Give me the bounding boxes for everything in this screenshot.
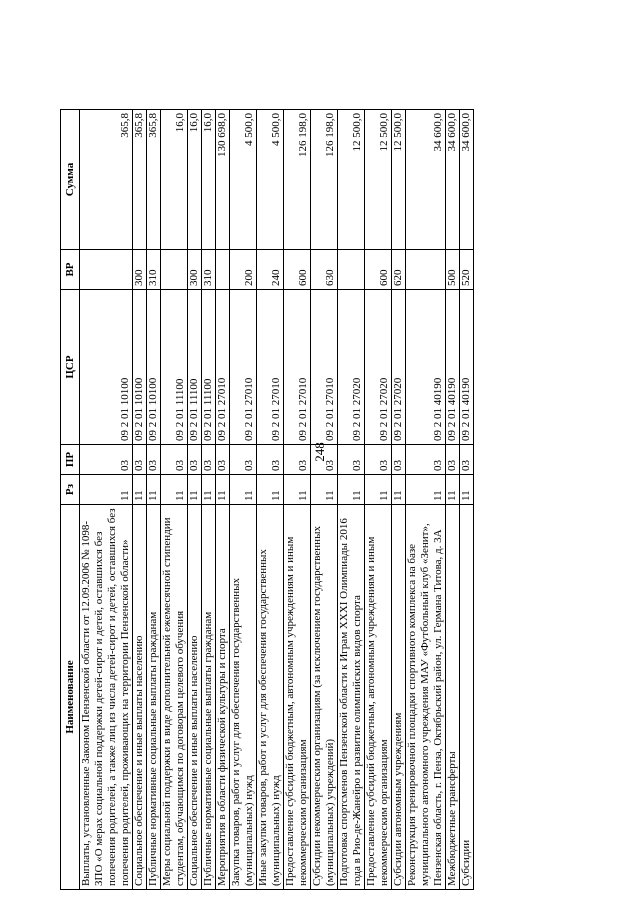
table-row bbox=[257, 110, 284, 890]
row-pr: 03 bbox=[188, 445, 202, 475]
table-row bbox=[80, 110, 133, 890]
row-pr: 03 bbox=[147, 445, 161, 475]
row-name: Меры социальной поддержки в виде дополнительной ежемесячной стипендии студентам, обучающимся по договорам целевого обучения bbox=[161, 505, 188, 890]
row-pr: 03 bbox=[392, 445, 406, 475]
row-csr: 09 2 01 11100 bbox=[202, 290, 216, 445]
row-vr: 310 bbox=[202, 250, 216, 290]
row-sum: 12 500,0 bbox=[392, 110, 406, 250]
header-name: Наименование bbox=[61, 505, 80, 890]
row-sum: 130 698,0 bbox=[216, 110, 230, 250]
table-row bbox=[392, 110, 406, 890]
row-vr: 300 bbox=[133, 250, 147, 290]
row-vr: 520 bbox=[460, 250, 474, 290]
row-rz: 11 bbox=[460, 475, 474, 505]
row-sum: 16,0 bbox=[202, 110, 216, 250]
row-sum: 126 198,0 bbox=[284, 110, 311, 250]
row-pr: 03 bbox=[80, 445, 133, 475]
row-pr: 03 bbox=[202, 445, 216, 475]
row-vr: 240 bbox=[257, 250, 284, 290]
row-pr: 03 bbox=[216, 445, 230, 475]
row-sum: 4 500,0 bbox=[257, 110, 284, 250]
table-row bbox=[446, 110, 460, 890]
table-row bbox=[230, 110, 257, 890]
row-pr: 03 bbox=[133, 445, 147, 475]
row-csr: 09 2 01 27010 bbox=[216, 290, 230, 445]
row-csr: 09 2 01 27020 bbox=[338, 290, 365, 445]
row-name: Мероприятия в области физической культуры и спорта bbox=[216, 505, 230, 890]
row-rz: 11 bbox=[392, 475, 406, 505]
row-sum: 365,8 bbox=[80, 110, 133, 250]
row-rz: 11 bbox=[202, 475, 216, 505]
table-row bbox=[365, 110, 392, 890]
row-csr: 09 2 01 11100 bbox=[188, 290, 202, 445]
row-rz: 11 bbox=[365, 475, 392, 505]
table-row bbox=[311, 110, 338, 890]
row-rz: 11 bbox=[446, 475, 460, 505]
row-vr: 200 bbox=[230, 250, 257, 290]
row-csr: 09 2 01 27010 bbox=[257, 290, 284, 445]
table-row bbox=[406, 110, 446, 890]
row-csr: 09 2 01 27010 bbox=[230, 290, 257, 445]
row-name: Публичные нормативные социальные выплаты гражданам bbox=[202, 505, 216, 890]
row-rz: 11 bbox=[133, 475, 147, 505]
row-sum: 365,8 bbox=[147, 110, 161, 250]
row-rz: 11 bbox=[338, 475, 365, 505]
row-name: Реконструкция тренировочной площадки спортивного комплекса на базе муниципального автономного учреждения МАУ «Футбольный клуб «Зенит», Пензенская область, г. Пенза, Октябрьский район, ул. Германа Титова, д. 3А bbox=[406, 505, 446, 890]
header-csr: ЦСР bbox=[61, 290, 80, 445]
row-vr bbox=[216, 250, 230, 290]
row-csr: 09 2 01 10100 bbox=[80, 290, 133, 445]
row-vr bbox=[161, 250, 188, 290]
row-sum: 34 600,0 bbox=[446, 110, 460, 250]
row-pr: 03 bbox=[406, 445, 446, 475]
row-name: Субсидии автономным учреждениям bbox=[392, 505, 406, 890]
row-name: Закупка товаров, работ и услуг для обеспечения государственных (муниципальных) нужд bbox=[230, 505, 257, 890]
row-rz: 11 bbox=[147, 475, 161, 505]
row-pr: 03 bbox=[311, 445, 338, 475]
row-vr: 620 bbox=[392, 250, 406, 290]
row-csr: 09 2 01 11100 bbox=[161, 290, 188, 445]
row-csr: 09 2 01 40190 bbox=[460, 290, 474, 445]
row-pr: 03 bbox=[257, 445, 284, 475]
row-rz: 11 bbox=[284, 475, 311, 505]
row-name: Субсидии некоммерческим организациям (за исключением государственных (муниципальных) учреждений) bbox=[311, 505, 338, 890]
row-rz: 11 bbox=[406, 475, 446, 505]
table-row bbox=[216, 110, 230, 890]
table-row bbox=[147, 110, 161, 890]
row-pr: 03 bbox=[446, 445, 460, 475]
row-vr: 630 bbox=[311, 250, 338, 290]
row-rz: 11 bbox=[216, 475, 230, 505]
row-sum: 365,8 bbox=[133, 110, 147, 250]
row-vr: 600 bbox=[284, 250, 311, 290]
row-pr: 03 bbox=[338, 445, 365, 475]
page-number: 248 bbox=[312, 442, 327, 462]
row-pr: 03 bbox=[284, 445, 311, 475]
row-csr: 09 2 01 27010 bbox=[311, 290, 338, 445]
row-sum: 34 600,0 bbox=[406, 110, 446, 250]
rotated-table-container bbox=[60, 110, 515, 890]
row-sum: 16,0 bbox=[161, 110, 188, 250]
row-sum: 16,0 bbox=[188, 110, 202, 250]
row-csr: 09 2 01 27010 bbox=[284, 290, 311, 445]
row-rz: 11 bbox=[188, 475, 202, 505]
row-pr: 03 bbox=[230, 445, 257, 475]
row-name: Иные закупки товаров, работ и услуг для обеспечения государственных (муниципальных) нужд bbox=[257, 505, 284, 890]
row-name: Межбюджетные трансферты bbox=[446, 505, 460, 890]
row-name: Социальное обеспечение и иные выплаты населению bbox=[188, 505, 202, 890]
row-pr: 03 bbox=[365, 445, 392, 475]
row-name: Субсидии bbox=[460, 505, 474, 890]
row-pr: 03 bbox=[460, 445, 474, 475]
row-name: Выплаты, установленные Законом Пензенской области от 12.09.2006 № 1098-ЗПО «О мерах социальной поддержки детей-сирот и детей, оставшихся без попечения родителей, а также лиц из числа детей-сирот и детей, оставшихся без попечения родителей, проживающих на территории Пензенской области» bbox=[80, 505, 133, 890]
row-vr bbox=[338, 250, 365, 290]
row-rz: 11 bbox=[80, 475, 133, 505]
header-vr: ВР bbox=[61, 250, 80, 290]
row-name: Социальное обеспечение и иные выплаты населению bbox=[133, 505, 147, 890]
row-name: Подготовка спортсменов Пензенской области к Играм XXXI Олимпиады 2016 года в Рио-де-Жанейро и развитие олимпийских видов спорта bbox=[338, 505, 365, 890]
row-csr: 09 2 01 10100 bbox=[133, 290, 147, 445]
row-rz: 11 bbox=[230, 475, 257, 505]
table-row bbox=[161, 110, 188, 890]
row-name: Публичные нормативные социальные выплаты гражданам bbox=[147, 505, 161, 890]
row-csr: 09 2 01 40190 bbox=[406, 290, 446, 445]
budget-table bbox=[60, 109, 474, 890]
row-vr bbox=[80, 250, 133, 290]
row-sum: 4 500,0 bbox=[230, 110, 257, 250]
row-csr: 09 2 01 40190 bbox=[446, 290, 460, 445]
header-sum: Сумма bbox=[61, 110, 80, 250]
row-rz: 11 bbox=[311, 475, 338, 505]
header-row bbox=[61, 110, 80, 890]
header-rz: Рз bbox=[61, 475, 80, 505]
header-pr: ПР bbox=[61, 445, 80, 475]
table-row bbox=[284, 110, 311, 890]
table-row bbox=[460, 110, 474, 890]
row-name: Предоставление субсидий бюджетным, автономным учреждениям и иным некоммерческим организациям bbox=[284, 505, 311, 890]
table-row bbox=[188, 110, 202, 890]
row-vr: 500 bbox=[446, 250, 460, 290]
row-vr: 600 bbox=[365, 250, 392, 290]
row-csr: 09 2 01 10100 bbox=[147, 290, 161, 445]
row-sum: 12 500,0 bbox=[338, 110, 365, 250]
row-rz: 11 bbox=[161, 475, 188, 505]
row-csr: 09 2 01 27020 bbox=[365, 290, 392, 445]
row-sum: 34 600,0 bbox=[460, 110, 474, 250]
row-pr: 03 bbox=[161, 445, 188, 475]
table-row bbox=[338, 110, 365, 890]
row-sum: 12 500,0 bbox=[365, 110, 392, 250]
table-row bbox=[133, 110, 147, 890]
row-csr: 09 2 01 27020 bbox=[392, 290, 406, 445]
row-vr: 310 bbox=[147, 250, 161, 290]
table-row bbox=[202, 110, 216, 890]
row-rz: 11 bbox=[257, 475, 284, 505]
row-vr bbox=[406, 250, 446, 290]
row-sum: 126 198,0 bbox=[311, 110, 338, 250]
row-vr: 300 bbox=[188, 250, 202, 290]
row-name: Предоставление субсидий бюджетным, автономным учреждениям и иным некоммерческим организациям bbox=[365, 505, 392, 890]
